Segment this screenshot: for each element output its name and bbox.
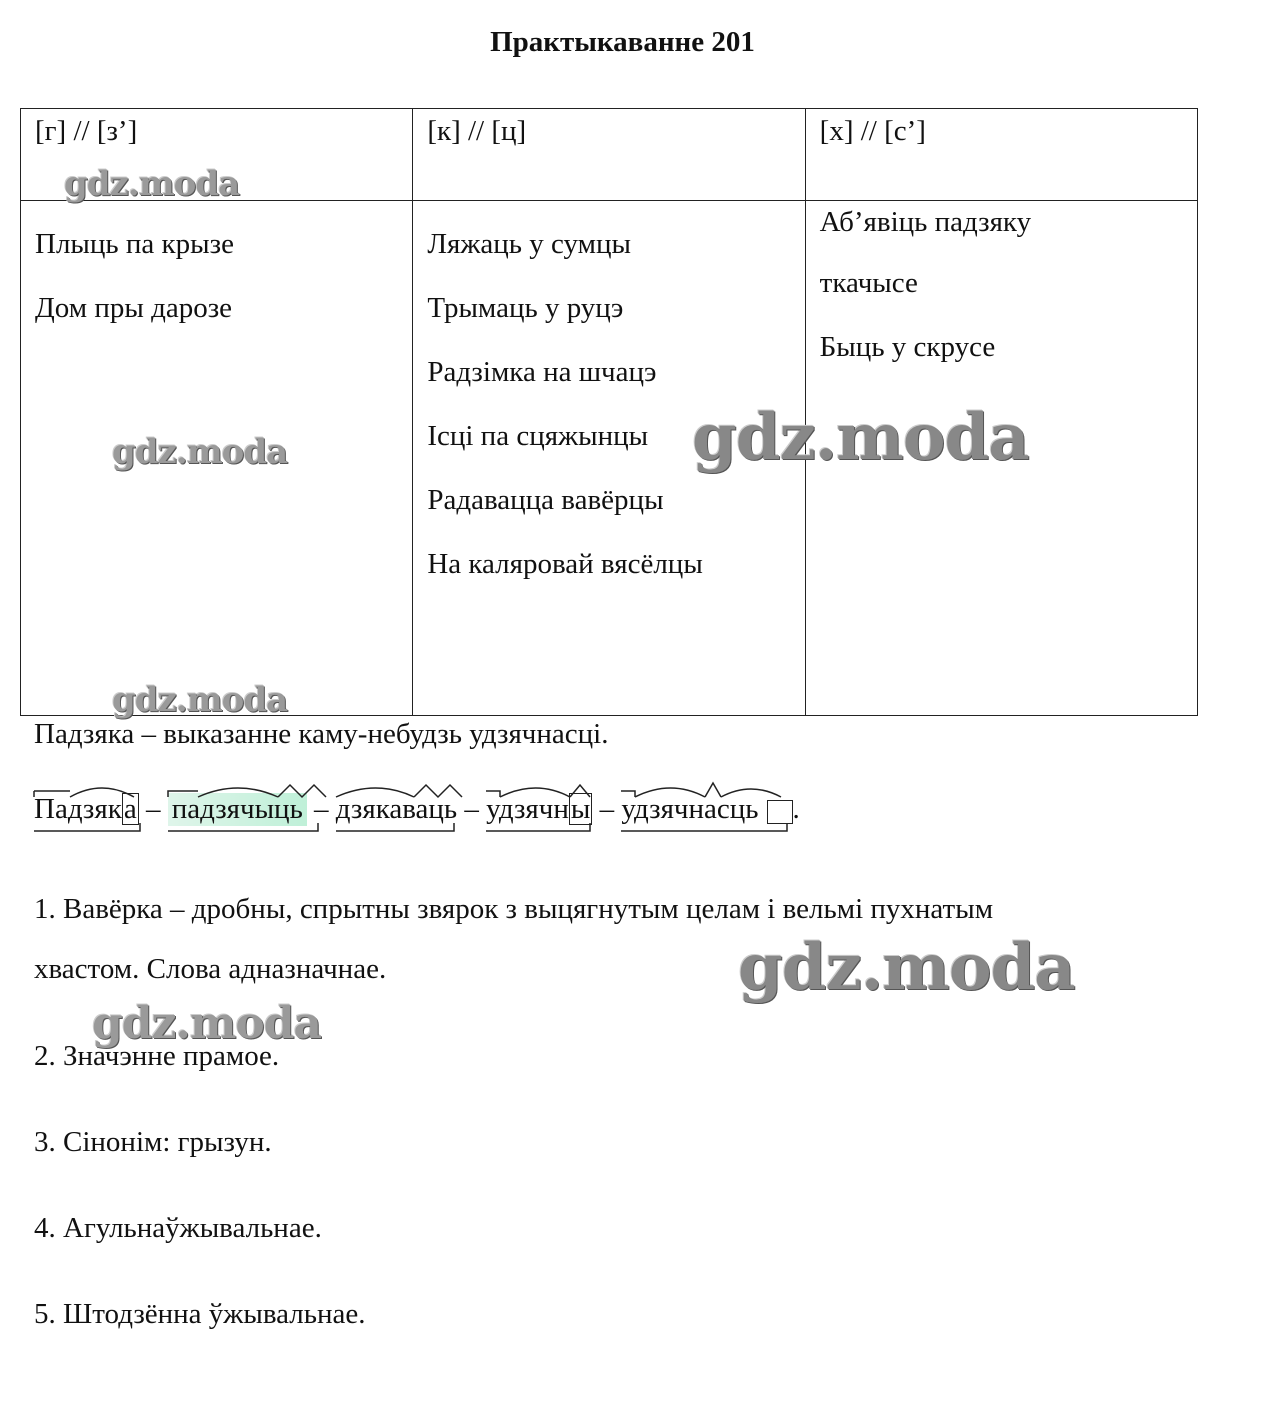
watermark: gdz.moda — [738, 930, 1075, 1005]
list-item: Плыць па крызе — [35, 228, 234, 260]
morph-ending-box: ы — [570, 793, 591, 825]
list-item: Дом пры дарозе — [35, 292, 233, 324]
column-kh-s — [805, 201, 1197, 716]
column-k-ts — [413, 201, 805, 716]
list-item: Радзімка на шчацэ — [427, 356, 657, 388]
morph-word-3 — [336, 793, 457, 826]
list-item: Трымаць у руцэ — [427, 292, 624, 324]
answer-line-4: 3. Сінонім: грызун. — [34, 1126, 272, 1158]
morph-separator: – — [457, 793, 487, 825]
morph-separator: – — [306, 793, 336, 825]
watermark: gdz.moda — [112, 432, 288, 472]
watermark: gdz.moda — [692, 400, 1029, 475]
list-item: Радавацца вавёрцы — [427, 484, 664, 516]
header-k-ts: [к] // [ц] — [413, 109, 805, 201]
answer-line-5: 4. Агульнаўжывальнае. — [34, 1212, 322, 1244]
morpheme-analysis — [34, 793, 800, 843]
morph-marks — [34, 783, 144, 833]
watermark: gdz.moda — [64, 164, 240, 204]
morph-stem: Падзяк — [34, 793, 122, 825]
list-item: Аб’явіць падзяку ткачысе — [819, 206, 1032, 299]
list-item: Ісці па сцяжынцы — [427, 420, 649, 452]
morph-word-1 — [34, 793, 139, 826]
watermark: gdz.moda — [92, 998, 322, 1049]
phonetic-alternation-table — [20, 108, 1198, 716]
definition-text: Падзяка – выказанне каму-небудзь удзячнасці. — [34, 718, 609, 750]
morph-stem: удзячн — [486, 793, 569, 825]
morph-word-5 — [621, 793, 799, 826]
list-item: На каляровай вясёлцы — [427, 548, 703, 580]
watermark: gdz.moda — [112, 680, 288, 720]
answer-line-6: 5. Штодзённа ўжывальнае. — [34, 1298, 366, 1330]
answer-line-2: хвастом. Слова адназначнае. — [34, 953, 387, 985]
morph-stem: удзячнасць — [621, 793, 759, 825]
morph-word-4 — [486, 793, 592, 826]
page-title: Практыкаванне 201 — [490, 26, 755, 58]
column-g-z — [21, 201, 413, 716]
morph-separator: – — [592, 793, 622, 825]
morph-separator: – — [138, 793, 168, 825]
list-item: Ляжаць у сумцы — [427, 228, 631, 260]
header-kh-s: [х] // [с’] — [805, 109, 1197, 201]
table-body-row — [21, 201, 1198, 716]
morph-marks — [168, 783, 338, 833]
table-header-row — [21, 109, 1198, 201]
morph-ending-box: а — [123, 793, 137, 825]
morph-marks — [621, 783, 801, 833]
header-g-z: [г] // [з’] — [21, 109, 413, 201]
morph-marks — [336, 783, 486, 833]
morph-stem: падзячыць — [171, 793, 303, 825]
list-item: Быць у скрусе — [819, 331, 996, 363]
morph-final: . — [792, 793, 800, 825]
morph-word-2 — [168, 793, 307, 826]
morph-stem: дзякаваць — [335, 793, 458, 825]
morph-marks — [486, 783, 626, 833]
answer-line-1: 1. Вавёрка – дробны, спрытны звярок з выцягнутым целам і вельмі пухнатым — [34, 893, 994, 925]
answer-line-3: 2. Значэнне прамое. — [34, 1040, 280, 1072]
